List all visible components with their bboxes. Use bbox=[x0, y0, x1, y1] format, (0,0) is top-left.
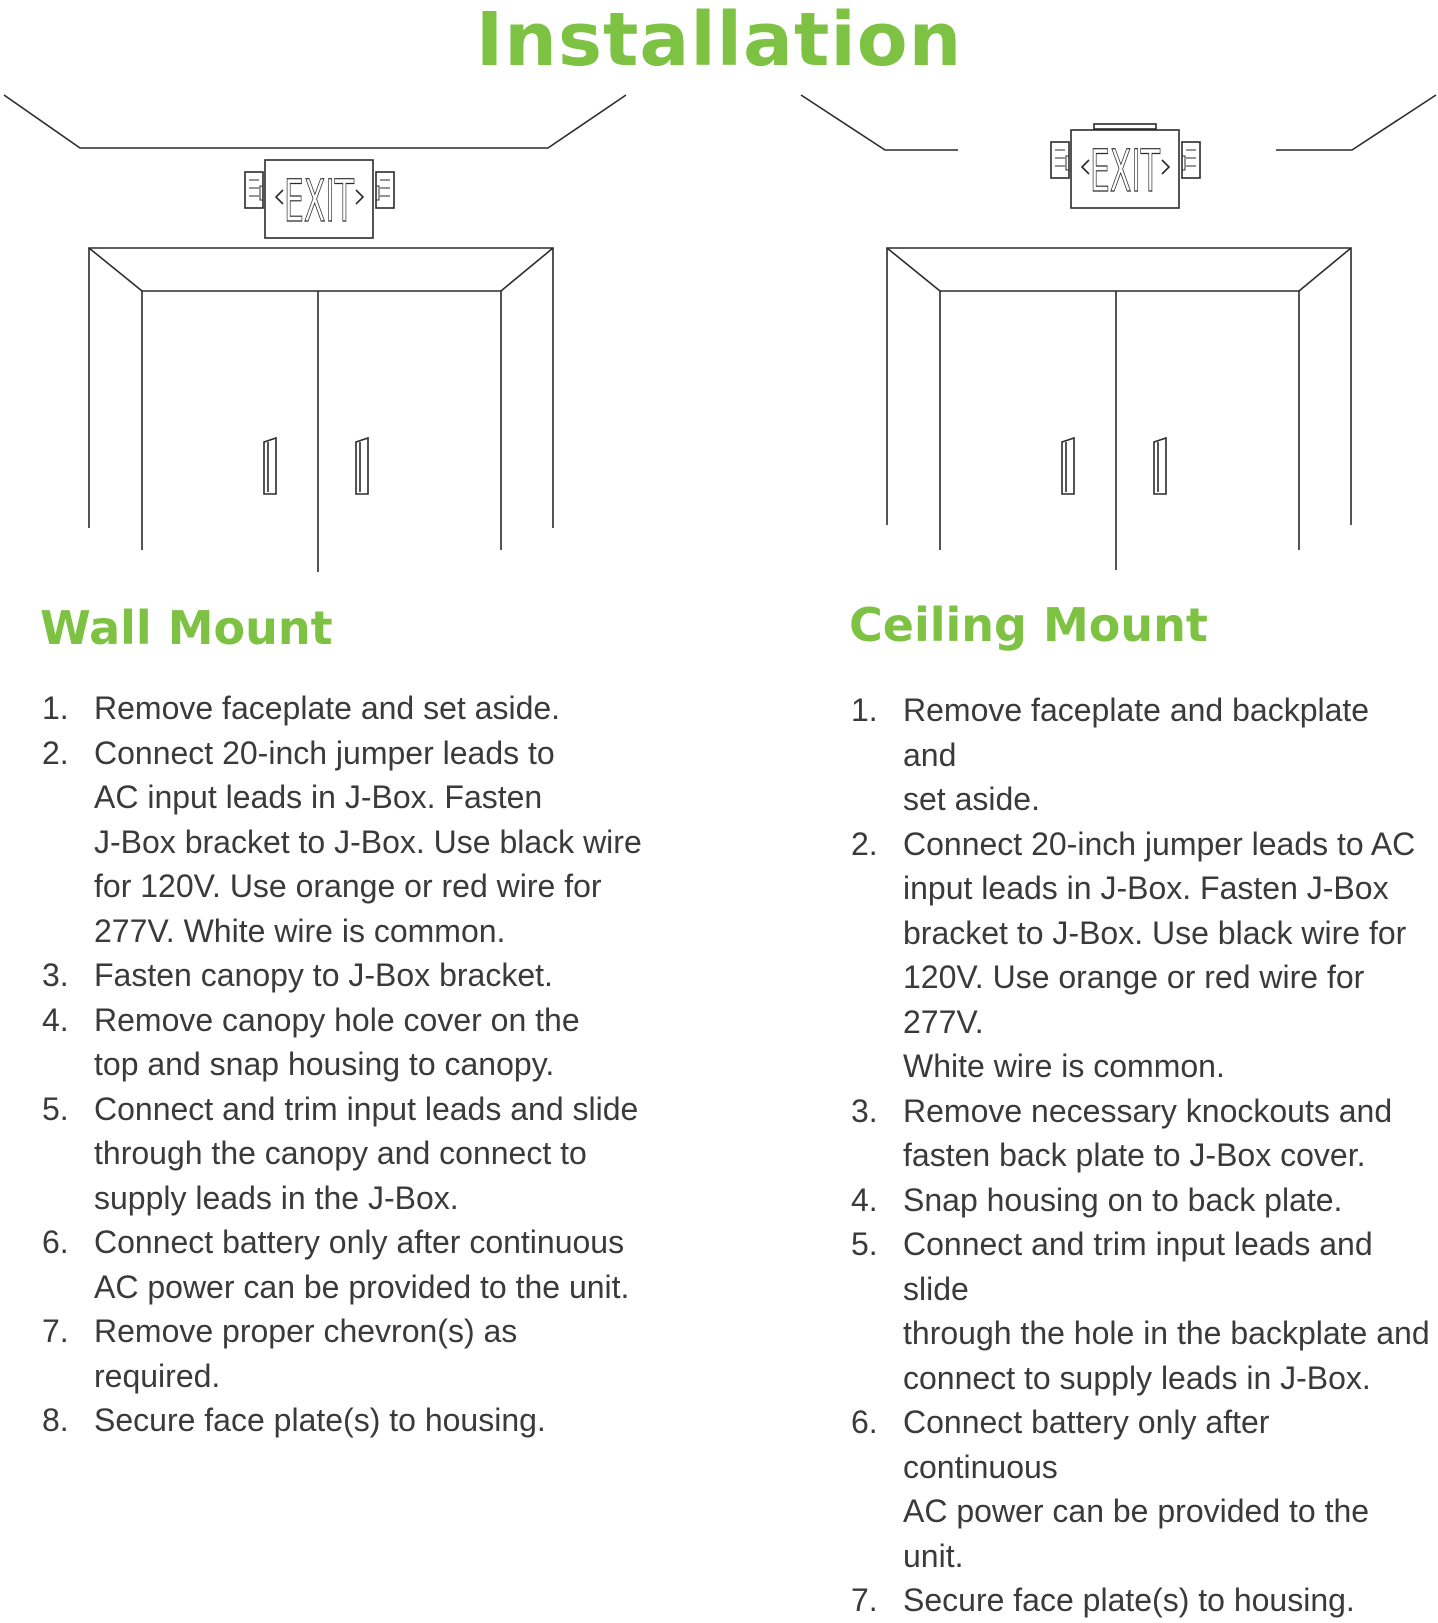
step-text: Remove faceplate and backplate and set aside. bbox=[903, 692, 1370, 817]
chevron-left-icon bbox=[1082, 160, 1089, 174]
double-door-icon bbox=[887, 248, 1351, 570]
page-title: Installation bbox=[475, 0, 963, 83]
step-text: Remove necessary knockouts and fasten back plate to J-Box cover. bbox=[903, 1092, 1393, 1173]
step-text: Fasten canopy to J-Box bracket. bbox=[94, 957, 553, 993]
step-text: Remove proper chevron(s) as required. bbox=[94, 1313, 518, 1394]
step-text: Remove canopy hole cover on the top and snap housing to canopy. bbox=[94, 1001, 580, 1082]
chevron-right-icon bbox=[356, 190, 363, 204]
double-door-icon bbox=[89, 248, 553, 572]
list-item bbox=[42, 953, 642, 998]
step-text: Secure face plate(s) to housing. bbox=[94, 1402, 546, 1438]
exit-sign-text: EXIT bbox=[1090, 137, 1161, 205]
list-item bbox=[851, 1400, 1431, 1578]
installation-illustration bbox=[0, 85, 1438, 580]
step-number: 6. bbox=[42, 1224, 69, 1260]
step-number: 1. bbox=[42, 690, 69, 726]
step-number: 5. bbox=[851, 1226, 878, 1262]
step-number: 4. bbox=[851, 1181, 878, 1218]
chevron-left-icon bbox=[276, 190, 283, 204]
step-text: Connect 20-inch jumper leads to AC input leads in J-Box. Fasten J-Box bracket to J-Box. Use black wire for 120V. Use orange or red wire for 277V. White wire is common. bbox=[903, 825, 1416, 1084]
list-item bbox=[42, 731, 642, 954]
list-item bbox=[851, 1178, 1431, 1223]
list-item bbox=[851, 822, 1431, 1089]
list-item bbox=[851, 1578, 1431, 1623]
step-number: 7. bbox=[42, 1313, 69, 1349]
step-text: Snap housing on to back plate. bbox=[903, 1181, 1343, 1218]
chevron-right-icon bbox=[1162, 160, 1169, 174]
list-item bbox=[42, 1398, 642, 1443]
list-item bbox=[851, 688, 1431, 822]
step-number: 4. bbox=[42, 1001, 69, 1038]
step-text: Connect and trim input leads and slide through the hole in the backplate and connect to supply leads in J-Box. bbox=[903, 1226, 1430, 1396]
step-number: 3. bbox=[42, 957, 69, 993]
step-number: 2. bbox=[42, 734, 69, 771]
wall-mount-heading: Wall Mount bbox=[40, 601, 333, 655]
step-number: 7. bbox=[851, 1582, 878, 1618]
list-item bbox=[851, 1089, 1431, 1178]
step-number: 3. bbox=[851, 1092, 878, 1129]
list-item bbox=[42, 686, 642, 731]
step-text: Secure face plate(s) to housing. bbox=[903, 1582, 1355, 1618]
step-number: 6. bbox=[851, 1404, 878, 1440]
list-item bbox=[42, 1087, 642, 1221]
step-number: 8. bbox=[42, 1402, 69, 1438]
ceiling-mount-steps bbox=[851, 688, 1431, 1623]
list-item bbox=[42, 1220, 642, 1309]
list-item bbox=[42, 998, 642, 1087]
step-number: 5. bbox=[42, 1090, 69, 1127]
step-text: Connect 20-inch jumper leads to AC input leads in J-Box. Fasten J-Box bracket to J-Box. Use black wire for 120V. Use orange or red wire for 277V. White wire is common. bbox=[94, 734, 642, 949]
list-item bbox=[42, 1309, 642, 1398]
wall-mount-steps bbox=[42, 686, 642, 1443]
list-item bbox=[851, 1222, 1431, 1400]
step-text: Connect and trim input leads and slide through the canopy and connect to supply leads in the J-Box. bbox=[94, 1090, 639, 1216]
step-text: Remove faceplate and set aside. bbox=[94, 690, 561, 726]
step-text: Connect battery only after continuous AC power can be provided to the unit. bbox=[903, 1404, 1370, 1574]
exit-sign-text: EXIT bbox=[284, 167, 355, 235]
step-number: 1. bbox=[851, 692, 878, 728]
step-text: Connect battery only after continuous AC power can be provided to the unit. bbox=[94, 1224, 630, 1305]
ceiling-mount-heading: Ceiling Mount bbox=[849, 598, 1208, 652]
step-number: 2. bbox=[851, 825, 878, 862]
